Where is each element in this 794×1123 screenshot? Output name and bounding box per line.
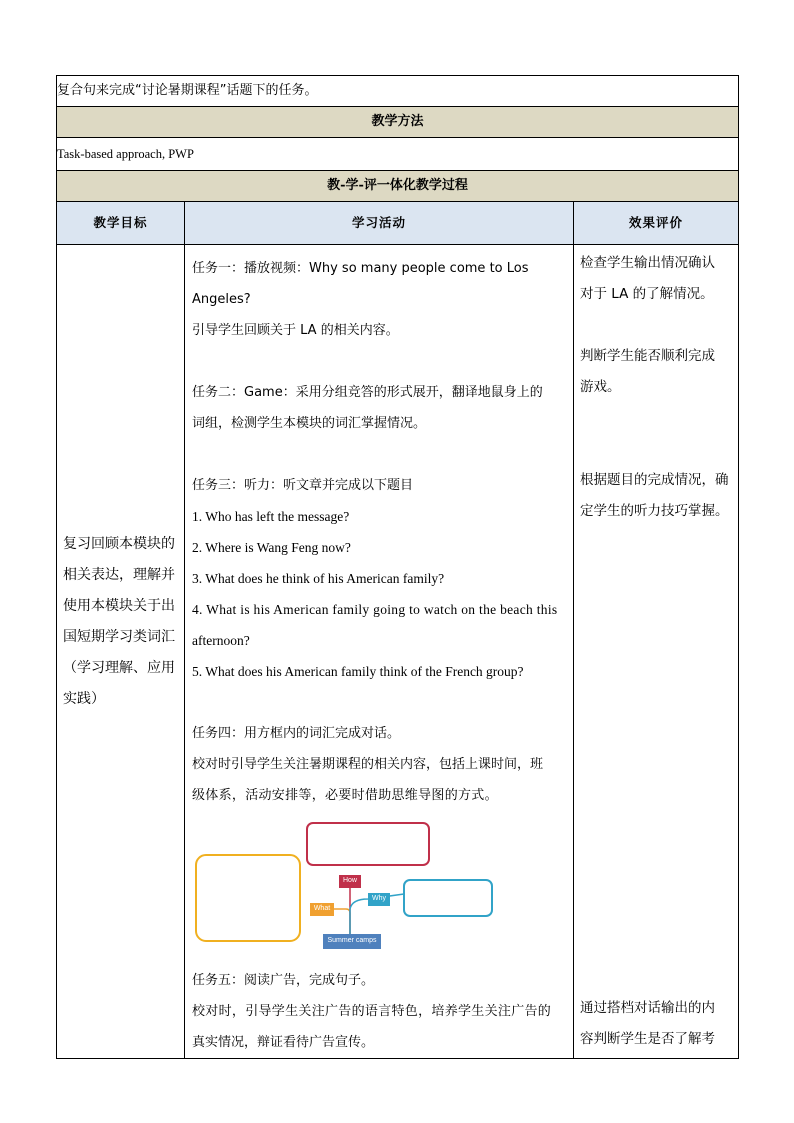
intro-row xyxy=(57,76,739,107)
intro-text: 复合句来完成“讨论暑期课程”话题下的任务。 xyxy=(57,76,739,107)
mindmap-what-label: What xyxy=(313,905,331,912)
column-header-goal: 教学目标 xyxy=(57,202,185,245)
goal-line: 相关表达，理解并 xyxy=(63,567,175,583)
mindmap-box-top xyxy=(307,823,429,865)
task2-line: 词组，检测学生本模块的词汇掌握情况。 xyxy=(192,416,427,431)
task1-line: 任务一：播放视频：Why so many people come to Los Angeles? xyxy=(192,261,529,307)
goal-line: 使用本模块关于出 xyxy=(63,598,175,614)
task4-line: 级体系，活动安排等，必要时借助思维导图的方式。 xyxy=(192,788,498,803)
goal-line: （学习理解、应用 xyxy=(63,660,175,676)
evaluation-line: 根据题目的完成情况，确 xyxy=(580,472,729,488)
column-header-row xyxy=(57,202,739,245)
task5-line: 校对时，引导学生关注广告的语言特色，培养学生关注广告的 xyxy=(192,1004,552,1019)
evaluation-cell xyxy=(574,245,739,1059)
goal-line: 实践） xyxy=(63,691,105,707)
evaluation-line: 判断学生能否顺利完成 xyxy=(580,348,715,364)
process-heading-row xyxy=(57,171,739,202)
evaluation-line: 对于 LA 的了解情况。 xyxy=(580,286,714,302)
process-heading: 教-学-评一体化教学过程 xyxy=(57,171,739,202)
task5-line: 任务五：阅读广告，完成句子。 xyxy=(192,973,375,988)
activity-cell xyxy=(185,245,574,1059)
question: 4. What is his American family going to watch on the beach this xyxy=(192,602,558,617)
task1-line: 引导学生回顾关于 LA 的相关内容。 xyxy=(192,323,399,338)
question: 1. Who has left the message? xyxy=(192,509,350,524)
evaluation-line: 定学生的听力技巧掌握。 xyxy=(580,503,729,519)
question: 2. Where is Wang Feng now? xyxy=(192,540,351,555)
task2-line: 任务二：Game：采用分组竞答的形式展开，翻译地鼠身上的 xyxy=(192,385,543,400)
methods-heading-row xyxy=(57,107,739,138)
mindmap-center-label: Summer camps xyxy=(327,937,377,944)
methods-text: Task-based approach, PWP xyxy=(57,138,739,171)
methods-heading: 教学方法 xyxy=(57,107,739,138)
summer-camps-mindmap xyxy=(192,817,502,957)
question: afternoon? xyxy=(192,633,250,648)
evaluation-line: 检查学生输出情况确认 xyxy=(580,255,715,271)
task4-line: 校对时引导学生关注暑期课程的相关内容，包括上课时间，班 xyxy=(192,757,544,772)
column-header-activity: 学习活动 xyxy=(185,202,574,245)
evaluation-line: 通过搭档对话输出的内 xyxy=(580,1000,715,1016)
process-body-row xyxy=(57,245,739,1059)
question: 5. What does his American family think of the French group? xyxy=(192,664,524,679)
evaluation-line: 游戏。 xyxy=(580,379,621,395)
methods-row xyxy=(57,138,739,171)
goal-line: 复习回顾本模块的 xyxy=(63,536,175,552)
goal-line: 国短期学习类词汇 xyxy=(63,629,175,645)
question: 3. What does he think of his American family? xyxy=(192,571,445,586)
mindmap-why-label: Why xyxy=(372,895,386,902)
task3-title: 任务三：听力：听文章并完成以下题目 xyxy=(192,478,414,493)
column-header-evaluation: 效果评价 xyxy=(574,202,739,245)
task4-line: 任务四：用方框内的词汇完成对话。 xyxy=(192,726,401,741)
task5-line: 真实情况，辩证看待广告宣传。 xyxy=(192,1035,375,1050)
lesson-plan-table xyxy=(56,75,739,1059)
goal-cell xyxy=(57,245,185,1059)
mindmap-box-right xyxy=(404,880,492,916)
mindmap-how-label: How xyxy=(342,877,357,884)
mindmap-box-left xyxy=(196,855,300,941)
evaluation-line: 容判断学生是否了解考 xyxy=(580,1031,715,1047)
